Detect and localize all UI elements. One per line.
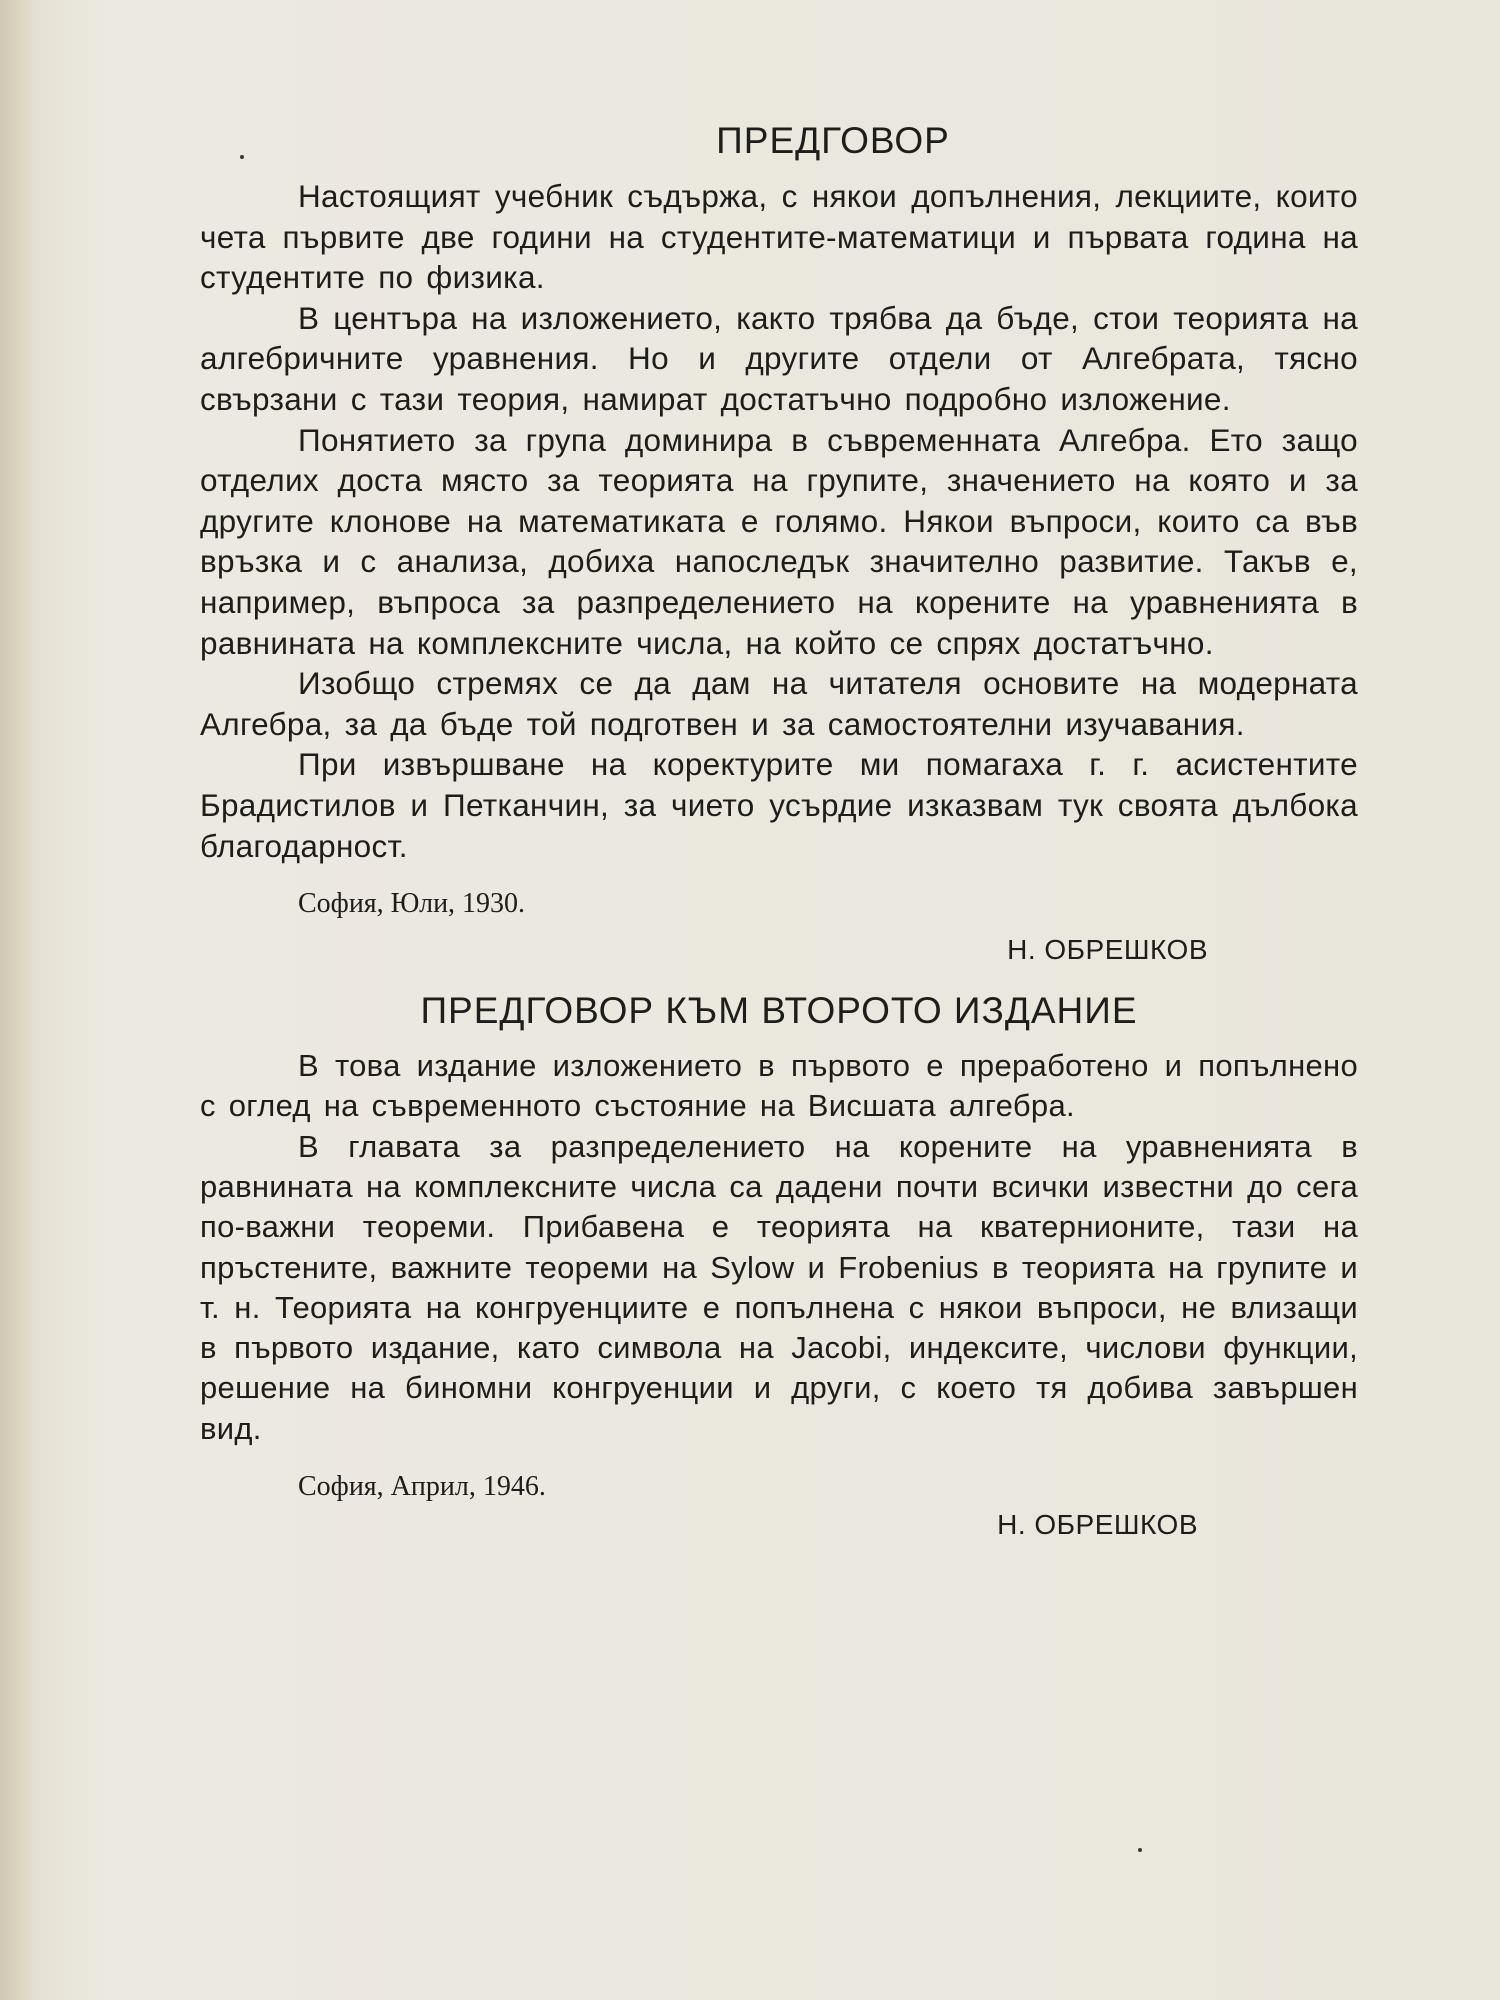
preface-paragraph: В центъра на изложението, както трябва да бъде, стои теорията на алгебричните уравнения. Но и другите отдели от Алгебрата, тясно свързани с тази теория, намират достатъчно подробно изложение. [200, 299, 1358, 417]
preface-paragraph: При извършване на коректурите ми помагаха г. г. асистентите Брадистилов и Петканчин, за чието усърдие изказвам тук своята дълбока благодарност. [200, 746, 1358, 864]
second-edition-paragraph: В главата за разпределението на корените на уравненията в равнината на комплексните числа са дадени почти всички известни до сега по-важни теореми. Прибавена е теорията на кватернионите, тази на пръстените, важните теореми на Sylow и Frobenius в теорията на групите и т. н. Теорията на конгруенциите е попълнена с някои въпроси, не влизащи в първото издание, като символа на Jacobi, индексите, числови функции, решение на биномни конгруенции и други, с което тя добива завършен вид. [200, 1128, 1358, 1446]
preface-paragraph: Настоящият учебник съдържа, с някои допълнения, лекциите, които чета първите две години на студентите-математици и първата година на студентите по физика. [200, 178, 1358, 296]
preface-title: ПРЕДГОВОР [716, 120, 950, 161]
paper-speck [1138, 1848, 1142, 1852]
author-name: Н. ОБРЕШКОВ [997, 1509, 1198, 1541]
signature-block [200, 1449, 1358, 1549]
second-edition-title: ПРЕДГОВОР КЪМ ВТОРОТО ИЗДАНИЕ [420, 990, 1138, 1032]
book-page [200, 120, 1358, 1549]
preface-paragraph: Понятието за група доминира в съвременната Алгебра. Ето защо отделих доста място за теорията на групите, значението на която и за другите клонове на математиката е голямо. Някои въпроси, които са във връзка и с анализа, добиха напоследък значително развитие. Такъв е, например, въпроса за разпределението на корените на уравненията в равнината на комплексните числа, на който се спрях достатъчно. [200, 421, 1358, 661]
second-edition-preface-section [200, 990, 1358, 1549]
author-name: Н. ОБРЕШКОВ [1007, 934, 1208, 966]
preface-section [200, 120, 1358, 966]
book-spine-shadow [0, 0, 34, 2000]
place-date: София, Юли, 1930. [298, 888, 526, 920]
preface-paragraph: Изобщо стремях се да дам на читателя основите на модерната Алгебра, за да бъде той подготвен и за самостоятелни изучавания. [200, 665, 1358, 742]
second-edition-paragraph: В това издание изложението в първото е преработено и попълнено с оглед на съвременното състояние на Висшата алгебра. [200, 1048, 1358, 1124]
signature-block [200, 866, 1358, 966]
place-date: София, Април, 1946. [298, 1471, 546, 1503]
